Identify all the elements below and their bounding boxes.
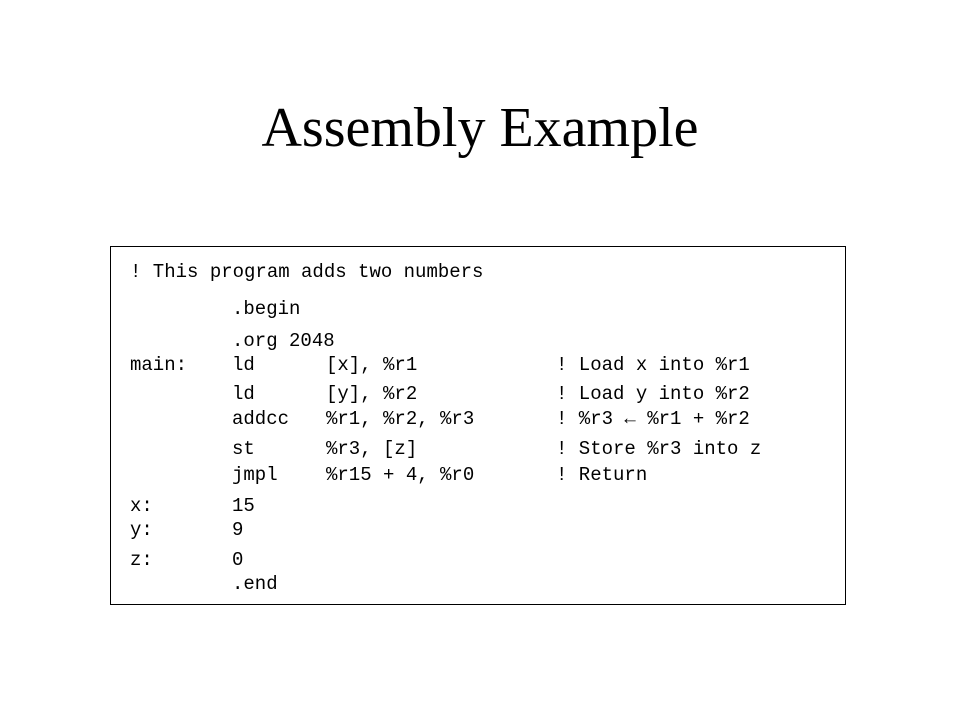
directive: .end bbox=[232, 573, 278, 595]
slide-title: Assembly Example bbox=[261, 97, 699, 159]
code-line-main-ld-x bbox=[111, 352, 845, 378]
operands: %r1, %r2, %r3 bbox=[326, 408, 475, 430]
opcode: jmpl bbox=[232, 464, 278, 486]
code-line-ld-y bbox=[111, 381, 845, 407]
operands: [y], %r2 bbox=[326, 383, 418, 405]
operands: [x], %r1 bbox=[326, 354, 418, 376]
line-comment: ! Return bbox=[556, 464, 648, 486]
code-label: main: bbox=[130, 354, 188, 376]
line-comment: ! Load y into %r2 bbox=[556, 383, 750, 405]
code-line-y bbox=[111, 517, 845, 543]
code-header-comment bbox=[111, 259, 845, 285]
code-line-z bbox=[111, 547, 845, 573]
data-value: 15 bbox=[232, 495, 255, 517]
comment-text: ! This program adds two numbers bbox=[130, 261, 484, 283]
line-comment: ! Load x into %r1 bbox=[556, 354, 750, 376]
data-value: 9 bbox=[232, 519, 244, 541]
directive: .org 2048 bbox=[232, 330, 335, 352]
code-line-org bbox=[111, 328, 845, 354]
code-line-jmpl bbox=[111, 462, 845, 488]
opcode: st bbox=[232, 438, 255, 460]
code-line-begin bbox=[111, 296, 845, 322]
code-label: z: bbox=[130, 549, 153, 571]
code-label: x: bbox=[130, 495, 153, 517]
code-line-x bbox=[111, 493, 845, 519]
opcode: ld bbox=[232, 383, 255, 405]
operands: %r3, [z] bbox=[326, 438, 418, 460]
line-comment: ! Store %r3 into z bbox=[556, 438, 762, 460]
code-line-addcc bbox=[111, 406, 845, 432]
code-line-end bbox=[111, 571, 845, 597]
opcode: addcc bbox=[232, 408, 290, 430]
code-label: y: bbox=[130, 519, 153, 541]
opcode: ld bbox=[232, 354, 255, 376]
code-listing bbox=[110, 246, 846, 605]
line-comment: ! %r3 ← %r1 + %r2 bbox=[556, 408, 750, 430]
data-value: 0 bbox=[232, 549, 244, 571]
directive: .begin bbox=[232, 298, 301, 320]
operands: %r15 + 4, %r0 bbox=[326, 464, 475, 486]
code-line-st bbox=[111, 436, 845, 462]
